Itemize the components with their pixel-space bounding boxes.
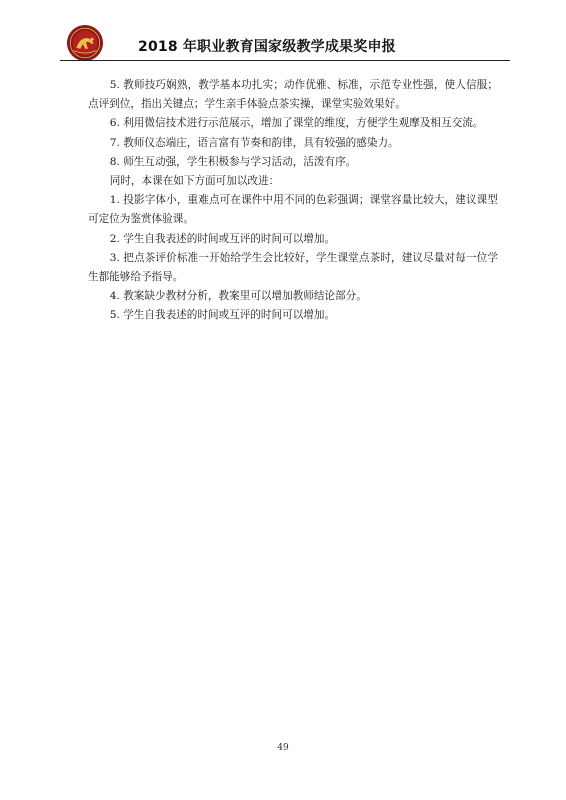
paragraph: 8. 师生互动强，学生积极参与学习活动，活泼有序。 bbox=[109, 155, 357, 168]
paragraph: 3. 把点茶评价标准一开始给学生会比较好，学生课堂点茶时，建议尽量对每一位学生都能够给予指导。 bbox=[88, 251, 498, 284]
paragraph: 4. 教案缺少教材分析，教案里可以增加教师结论部分。 bbox=[109, 290, 367, 303]
document-body bbox=[88, 76, 498, 326]
paragraph: 7. 教师仪态端庄，语言富有节奏和韵律，具有较强的感染力。 bbox=[109, 136, 399, 149]
paragraph: 2. 学生自我表述的时间或互评的时间可以增加。 bbox=[109, 232, 336, 245]
paragraph: 1. 投影字体小，重难点可在课件中用不同的色彩强调；课堂容量比较大，建议课型可定位为鉴赏体验课。 bbox=[88, 194, 498, 226]
paragraph: 5. 学生自我表述的时间或互评的时间可以增加。 bbox=[109, 309, 336, 322]
header-divider bbox=[60, 60, 510, 61]
paragraph: 同时，本课在如下方面可加以改进： bbox=[109, 175, 280, 188]
page-header bbox=[60, 24, 510, 68]
school-seal-icon bbox=[66, 24, 104, 62]
page-number: 49 bbox=[277, 743, 289, 753]
paragraph: 6. 利用微信技术进行示范展示，增加了课堂的维度，方便学生观摩及相互交流。 bbox=[109, 117, 484, 130]
page-header-title: 2018 年职业教育国家级教学成果奖申报 bbox=[138, 39, 396, 55]
paragraph: 5. 教师技巧娴熟，教学基本功扎实；动作优雅、标准，示范专业性强，使人信服；点评到位，指出关键点；学生亲手体验点茶实操，课堂实验效果好。 bbox=[88, 79, 498, 111]
